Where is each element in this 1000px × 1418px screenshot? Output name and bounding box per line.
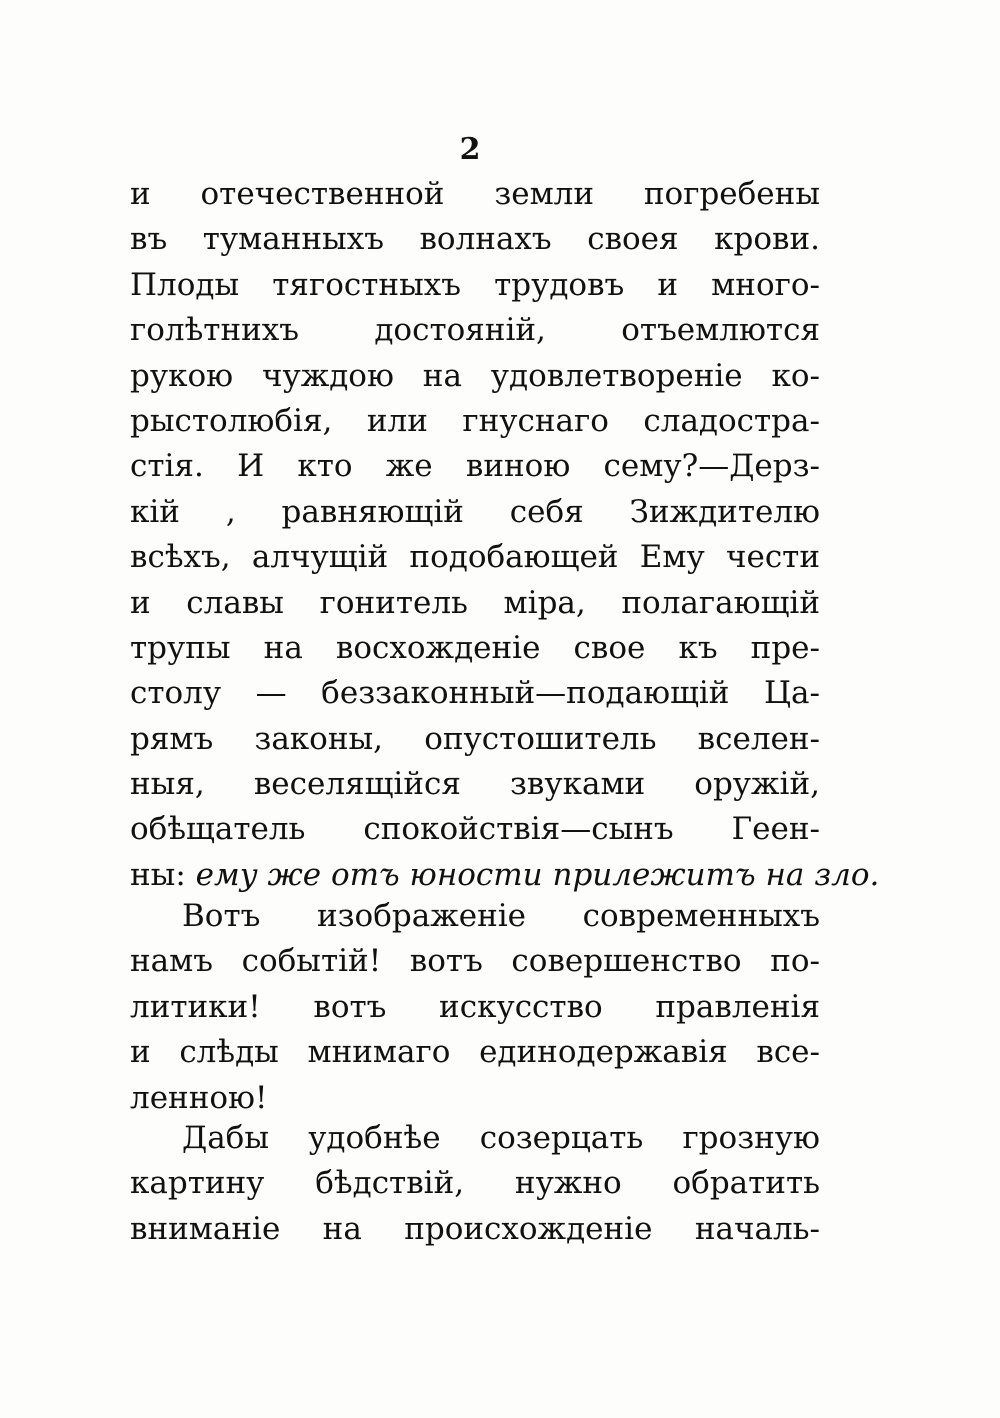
text-line: намъ событій! вотъ совершенство по- bbox=[130, 943, 820, 980]
text-line: трупы на восхожденіе свое къ пре- bbox=[130, 629, 820, 666]
paragraph-3 bbox=[130, 1116, 820, 1252]
text-line: и славы гонитель міра, полагающій bbox=[130, 584, 820, 621]
text-line: въ туманныхъ волнахъ своея крови. bbox=[130, 221, 820, 258]
text-line: литики! вотъ искусство правленія bbox=[130, 988, 820, 1025]
text-line: Плоды тягостныхъ трудовъ и много- bbox=[130, 266, 820, 303]
text-line: голѣтнихъ достояній, отъемлются bbox=[130, 312, 820, 349]
text-line: ленною! bbox=[130, 1079, 268, 1116]
text-line: обѣщатель спокойствія—сынъ Геен- bbox=[130, 811, 820, 848]
text-line: стія. И кто же виною сему?—Дерз- bbox=[130, 448, 820, 485]
text-line: картину бѣдствій, нужно обратить bbox=[130, 1165, 820, 1202]
text-line: и слѣды мнимаго единодержавія все- bbox=[130, 1034, 820, 1071]
text-line-prefix: ны: bbox=[130, 856, 196, 893]
text-line: ныя, веселящійся звуками оружій, bbox=[130, 766, 820, 803]
text-line: Вотъ изображеніе современныхъ bbox=[182, 898, 820, 934]
paragraph-1 bbox=[130, 172, 880, 898]
italic-quote: ему же отъ юности прилежитъ на зло. bbox=[195, 856, 880, 893]
text-line: и отечественной земли погребены bbox=[130, 176, 820, 212]
text-line: кій , равняющій себя Зиждителю bbox=[130, 493, 820, 530]
text-line: всѣхъ, алчущій подобающей Ему чести bbox=[130, 539, 820, 576]
text-line: Дабы удобнѣе созерцать грозную bbox=[182, 1120, 820, 1156]
page-number: 2 bbox=[459, 132, 481, 167]
text-line: столу — беззаконный—подающій Ца- bbox=[130, 675, 820, 712]
paragraph-2 bbox=[130, 894, 820, 1121]
text-line-quote bbox=[130, 853, 880, 898]
text-line: рыстолюбія, или гнуснаго сладостра- bbox=[130, 402, 820, 439]
text-line: рямъ законы, опустошитель вселен- bbox=[130, 720, 820, 757]
text-line: рукою чуждою на удовлетвореніе ко- bbox=[130, 357, 820, 394]
text-line: вниманіе на происхожденіе началь- bbox=[130, 1210, 820, 1247]
